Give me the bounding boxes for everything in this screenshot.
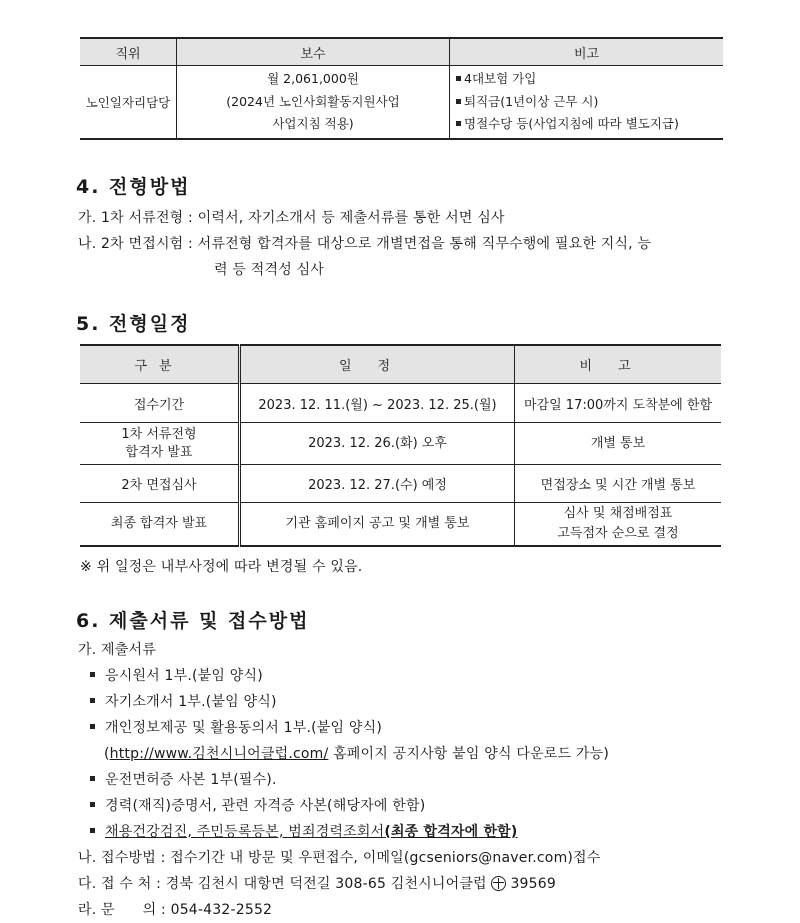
submission-address: 다. 접 수 처 : 경북 김천시 대항면 덕전길 308-65 김천시니어클럽 39569 [78,876,556,892]
schedule-table [80,344,721,547]
section-6-heading: 6. 제출서류 및 접수방법 [76,610,310,632]
note-cell [450,66,724,139]
square-bullet-icon [456,99,461,104]
header-pay: 보수 [177,38,450,66]
contact-info: 라. 문 의 : 054-432-2552 [78,902,273,918]
pay-cell [177,66,450,139]
selection-step-2-cont: 력 등 적격성 심사 [214,262,325,278]
download-note: (http://www.김천시니어클럽.com/ 홈페이지 공지사항 붙임 양식 다운로드 가능) [104,746,610,762]
list-item: 개인정보제공 및 활용동의서 1부.(붙임 양식) [90,717,382,737]
list-item: 경력(재직)증명서, 관련 자격증 사본(해당자에 한함) [90,795,425,815]
bullet-icon [90,698,95,703]
section-5-heading: 5. 전형일정 [76,313,191,335]
bullet-icon [90,776,95,781]
note-item: 명절수당 등(사업지침에 따라 별도지급) [456,113,723,136]
section-4-heading: 4. 전형방법 [76,176,191,198]
bullet-icon [90,802,95,807]
documents-subheading: 가. 제출서류 [78,642,156,658]
selection-step-2: 나. 2차 면접시험 : 서류전형 합격자를 대상으로 개별면접을 통해 직무수행에 필요한 지식, 능 [78,236,652,252]
note-item: 4대보험 가입 [456,68,723,91]
pay-line: 월 2,061,000원 [267,71,359,86]
list-item: 자기소개서 1부.(붙임 양식) [90,691,277,711]
table-row [80,66,723,139]
bullet-icon [90,672,95,677]
salary-table [80,37,723,140]
table-row: 1차 서류전형 합격자 발표 2023. 12. 26.(화) 오후 개별 통보 [80,423,721,465]
bullet-icon [90,828,95,833]
postal-code-icon [491,876,506,891]
selection-step-1: 가. 1차 서류전형 : 이력서, 자기소개서 등 제출서류를 통한 서면 심사 [78,210,505,226]
schedule-footnote: ※ 위 일정은 내부사정에 따라 변경될 수 있음. [80,559,363,575]
pay-line: (2024년 노인사회활동지원사업 [226,93,400,109]
submission-method: 나. 접수방법 : 접수기간 내 방문 및 우편접수, 이메일(gcseniors@naver.com)접수 [78,850,601,866]
table-row: 최종 합격자 발표 기관 홈페이지 공고 및 개별 통보 심사 및 채점배점표 고득점자 순으로 결정 [80,503,721,547]
pay-line: 사업지침 적용) [272,116,354,131]
square-bullet-icon [456,76,461,81]
list-item: 운전면허증 사본 1부(필수). [90,769,277,789]
header-category: 구분 [80,345,240,384]
list-item: 응시원서 1부.(붙임 양식) [90,665,263,685]
header-note: 비고 [450,38,724,66]
list-item: 채용건강검진, 주민등록등본, 범죄경력조회서(최종 합격자에 한함) [90,821,518,841]
square-bullet-icon [456,121,461,126]
header-remark: 비고 [515,345,722,384]
header-schedule: 일정 [240,345,515,384]
table-row: 2차 면접심사 2023. 12. 27.(수) 예정 면접장소 및 시간 개별 통보 [80,465,721,503]
header-position: 직위 [80,38,177,66]
note-item: 퇴직금(1년이상 근무 시) [456,91,723,114]
table-row: 접수기간 2023. 12. 11.(월) ~ 2023. 12. 25.(월) 마감일 17:00까지 도착분에 한함 [80,384,721,423]
bullet-icon [90,724,95,729]
homepage-link[interactable]: http://www.김천시니어클럽.com/ [109,746,329,762]
position-cell: 노인일자리담당 [80,66,177,139]
